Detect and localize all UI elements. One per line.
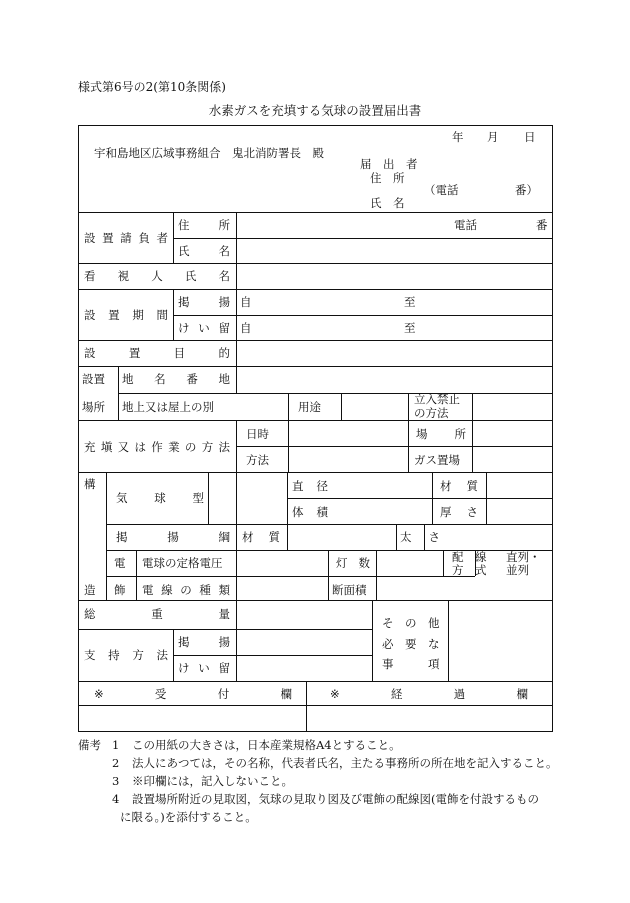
other-items-label-line1: そ の 他 <box>382 616 440 630</box>
filling-method-label: 充 塡 又 は 作 業 の 方 法 <box>84 440 230 454</box>
contractor-phone-label: 電話 <box>454 218 477 232</box>
ground-or-roof-label: 地上又は屋上の別 <box>122 400 214 414</box>
wiring-option-series: 直列・ <box>506 550 541 564</box>
notifier-name-label: 氏 名 <box>370 196 405 210</box>
remark-number: 4 <box>112 792 120 806</box>
notifier-label: 届 出 者 <box>360 157 418 171</box>
support-mooring-label: け い 留 <box>178 661 230 675</box>
balloon-type-label: 気 球 型 <box>116 491 204 505</box>
support-method-label: 支 持 方 法 <box>84 648 168 662</box>
remarks-section <box>78 736 558 826</box>
contractor-label: 設 置 請 負 者 <box>84 231 168 245</box>
wire-type-label: 電 線 の 種 類 <box>142 583 230 597</box>
observer-name-label: 看 視 人 氏 名 <box>84 269 230 283</box>
notification-form-table <box>78 125 553 732</box>
restriction-label-line2: の方法 <box>414 406 449 420</box>
location-label-top: 設置 <box>82 372 105 386</box>
wiring-method-label-line2: 方 式 <box>452 563 487 577</box>
date-month-label: 月 <box>487 130 499 144</box>
mooring-to-label: 至 <box>404 321 416 335</box>
remarks-heading: 備考 <box>78 738 101 752</box>
form-number-label: 様式第6号の2(第10条関係) <box>78 80 226 94</box>
hoisting-rope-label: 掲 揚 綱 <box>116 530 230 544</box>
contractor-address-label: 住 所 <box>178 218 230 232</box>
balloon-material-label: 材 質 <box>440 479 478 493</box>
remark-text: 設置場所附近の見取図，気球の見取り図及び電飾の配線図(電飾を付設するもの <box>132 792 539 806</box>
filling-method-sub-label: 方法 <box>246 453 269 467</box>
volume-label: 体 積 <box>292 505 328 519</box>
filling-place-label: 場 所 <box>416 427 466 441</box>
rope-size-label: 太 さ <box>400 530 440 544</box>
date-day-label: 日 <box>524 130 536 144</box>
lot-number-label: 地 名 番 地 <box>122 372 230 386</box>
period-hoisting-label: 掲 揚 <box>178 295 230 309</box>
other-items-label-line2: 必 要 な <box>382 637 440 651</box>
progress-column-label: ※ 経 過 欄 <box>330 687 528 701</box>
contractor-phone-suffix: 番 <box>536 218 548 232</box>
rated-voltage-label: 電球の定格電圧 <box>142 556 223 570</box>
remark-text: 法人にあつては，その名称，代表者氏名，主たる事務所の所在地を記入すること。 <box>132 756 558 770</box>
lamp-count-label: 灯 数 <box>336 556 370 570</box>
wiring-option-parallel: 並列 <box>506 563 529 577</box>
remark-text: ※印欄には，記入しないこと。 <box>132 774 293 788</box>
remark-number: 1 <box>112 738 120 752</box>
rope-material-label: 材 質 <box>242 530 280 544</box>
balloon-thickness-label: 厚 さ <box>440 505 478 519</box>
remark-number: 2 <box>112 756 120 770</box>
decoration-label-top: 電 <box>114 556 126 570</box>
structure-label-top: 構 <box>84 477 96 491</box>
contractor-name-label: 氏 名 <box>178 244 230 258</box>
hoisting-to-label: 至 <box>404 295 416 309</box>
period-mooring-label: け い 留 <box>178 321 230 335</box>
installation-period-label: 設 置 期 間 <box>84 308 168 322</box>
usage-label: 用途 <box>298 400 321 414</box>
gas-storage-label: ガス置場 <box>414 453 460 467</box>
location-label-bottom: 場所 <box>82 400 105 414</box>
decoration-label-bottom: 飾 <box>114 583 126 597</box>
remark-text-continuation: に限る。)を添付すること。 <box>120 810 257 824</box>
wiring-method-label-line1: 配 線 <box>452 550 487 564</box>
notifier-address-label: 住 所 <box>370 171 405 185</box>
filling-datetime-label: 日時 <box>246 427 269 441</box>
date-year-label: 年 <box>452 130 464 144</box>
cross-section-label: 断面積 <box>332 583 367 597</box>
support-hoisting-label: 掲 揚 <box>178 635 230 649</box>
structure-label-bottom: 造 <box>84 583 96 597</box>
other-items-label-line3: 事 項 <box>382 657 440 671</box>
mooring-from-label: 自 <box>240 321 252 335</box>
diameter-label: 直 径 <box>292 479 328 493</box>
remark-text: この用紙の大きさは，日本産業規格A4とすること。 <box>132 738 401 752</box>
document-title: 水素ガスを充填する気球の設置届出書 <box>208 103 422 118</box>
hoisting-from-label: 自 <box>240 295 252 309</box>
purpose-label: 設 置 目 的 <box>84 346 230 360</box>
addressee: 宇和島地区広域事務組合 鬼北消防署長 殿 <box>94 146 324 160</box>
reception-column-label: ※ 受 付 欄 <box>94 687 292 701</box>
restriction-label-line1: 立入禁止 <box>414 392 460 406</box>
remark-number: 3 <box>112 774 120 788</box>
total-weight-label: 総 重 量 <box>84 607 230 621</box>
notifier-phone-label: （電話 番） <box>424 183 538 197</box>
